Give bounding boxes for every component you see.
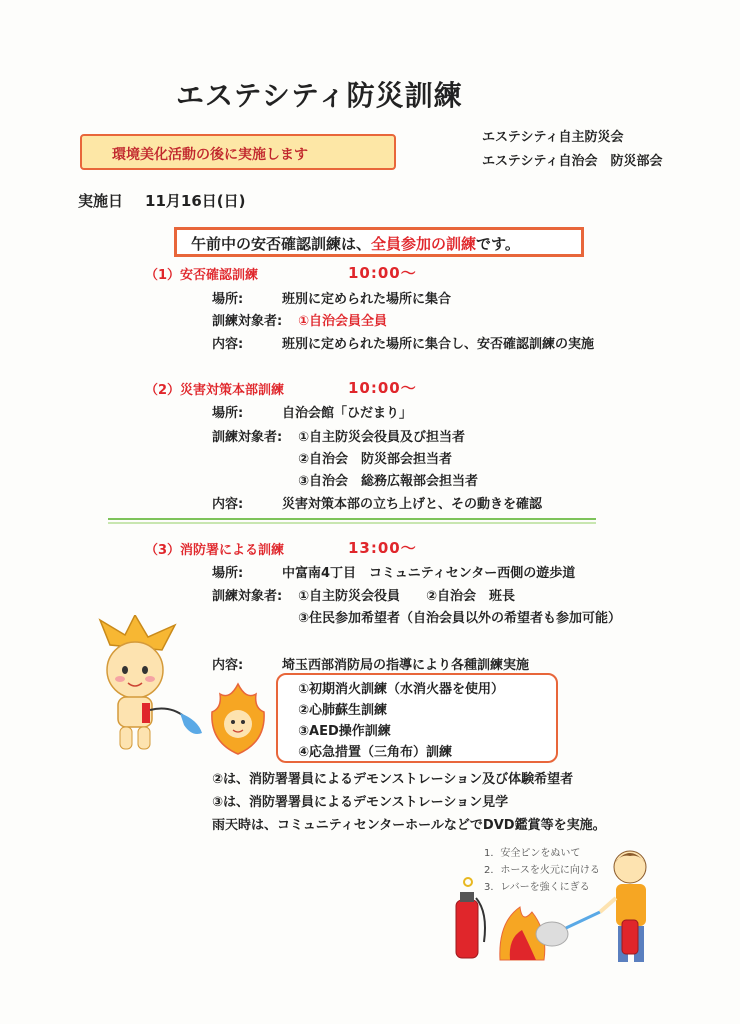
page-title: エステシティ防災訓練 <box>176 79 463 112</box>
extinguisher-step-1: 1．安全ピンをぬいて <box>484 848 581 859</box>
section2-heading: （2）災害対策本部訓練 <box>145 383 285 398</box>
section3-target-2: ③住民参加希望者（自治会員以外の希望者も参加可能） <box>298 611 622 626</box>
section2-place-label: 場所: <box>212 406 244 421</box>
section2-target-1: ①自主防災会役員及び担当者 <box>298 430 466 445</box>
section1-content-label: 内容: <box>212 337 244 352</box>
section3-target-1: ①自主防災会役員 ②自治会 班長 <box>298 589 516 604</box>
note-2: ③は、消防署署員によるデモンストレーション見学 <box>212 795 509 810</box>
training-item-4: ④応急措置（三角布）訓練 <box>298 745 453 760</box>
section1-heading: （1）安否確認訓練 <box>145 268 259 283</box>
section3-place-label: 場所: <box>212 566 244 581</box>
section2-content: 災害対策本部の立ち上げと、その動きを確認 <box>282 497 543 512</box>
section-divider <box>108 518 596 524</box>
section2-time: 10:00～ <box>348 379 417 397</box>
date-value: 11月16日(日) <box>145 192 246 210</box>
section3-target-label: 訓練対象者: <box>212 589 283 604</box>
section3-content: 埼玉西部消防局の指導により各種訓練実施 <box>282 658 530 673</box>
training-item-3: ③AED操作訓練 <box>298 724 391 739</box>
training-list-box <box>276 673 558 763</box>
headline-part3: です。 <box>476 235 520 253</box>
organizer-1: エステシティ自主防災会 <box>482 130 624 145</box>
section1-time: 10:00～ <box>348 264 417 282</box>
extinguisher-step-2: 2．ホースを火元に向ける <box>484 865 600 876</box>
section3-time: 13:00～ <box>348 539 417 557</box>
date-label: 実施日 <box>78 192 124 210</box>
section3-heading: （3）消防署による訓練 <box>145 543 285 558</box>
training-item-1: ①初期消火訓練（水消火器を使用） <box>298 682 505 697</box>
organizer-2: エステシティ自治会 防災部会 <box>482 154 663 169</box>
section1-target-label: 訓練対象者: <box>212 314 283 329</box>
extinguisher-illustration <box>440 842 670 970</box>
mascot-hose-illustration <box>80 615 205 765</box>
section2-target-3: ③自治会 総務広報部会担当者 <box>298 474 479 489</box>
section1-place-label: 場所: <box>212 292 244 307</box>
section2-target-label: 訓練対象者: <box>212 430 283 445</box>
section3-place: 中富南4丁目 コミュニティセンター西側の遊歩道 <box>282 566 576 581</box>
headline-box <box>174 227 584 257</box>
headline-part2: 全員参加の訓練 <box>371 235 477 253</box>
headline-part1: 午前中の安否確認訓練は、 <box>191 235 372 253</box>
section2-place: 自治会館「ひだまり」 <box>282 406 413 421</box>
section1-content: 班別に定められた場所に集合し、安否確認訓練の実施 <box>282 337 595 352</box>
section1-place: 班別に定められた場所に集合 <box>282 292 452 307</box>
banner: 環境美化活動の後に実施します <box>80 134 396 170</box>
extinguisher-step-3: 3．レバーを強くにぎる <box>484 882 590 893</box>
section2-content-label: 内容: <box>212 497 244 512</box>
section2-target-2: ②自治会 防災部会担当者 <box>298 452 453 467</box>
section1-target: ①自治会員全員 <box>298 314 388 329</box>
flame-mascot-illustration <box>208 682 268 757</box>
note-3: 雨天時は、コミュニティセンターホールなどでDVD鑑賞等を実施。 <box>212 818 606 833</box>
note-1: ②は、消防署署員によるデモンストレーション及び体験希望者 <box>212 772 574 787</box>
date-line <box>78 190 245 211</box>
training-item-2: ②心肺蘇生訓練 <box>298 703 388 718</box>
section3-content-label: 内容: <box>212 658 244 673</box>
